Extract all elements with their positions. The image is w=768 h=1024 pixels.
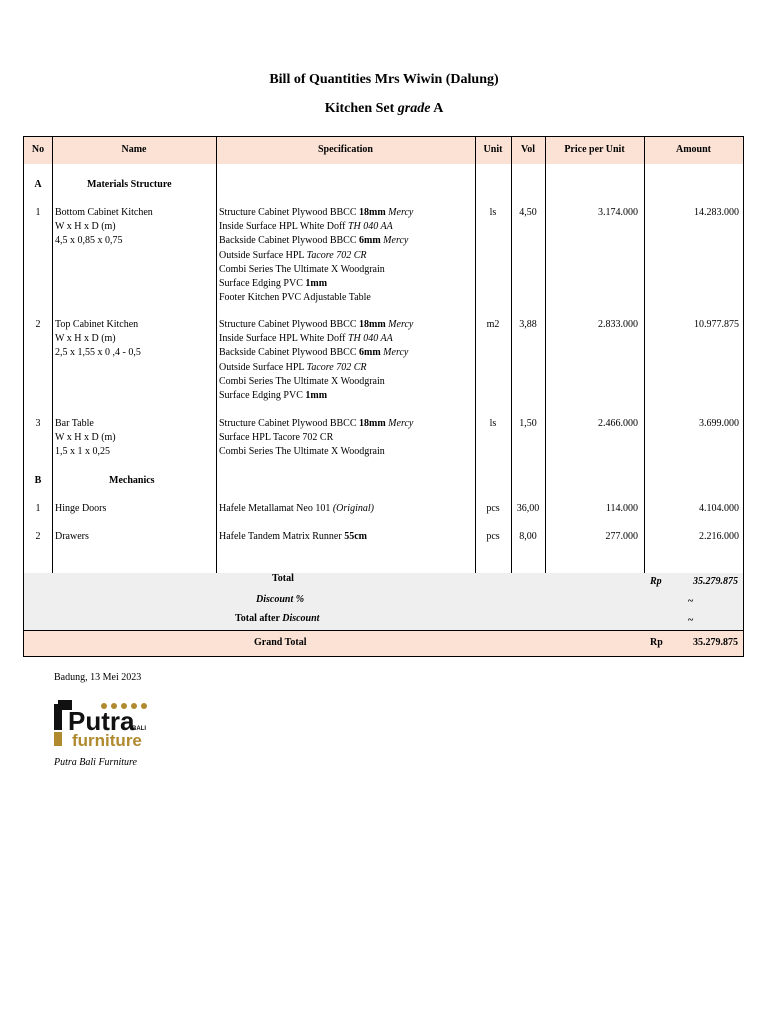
item-amount: 10.977.875: [694, 319, 739, 330]
item-no: 3: [35, 418, 41, 429]
spec-line: Surface Edging PVC 1mm: [219, 278, 328, 290]
spec-line: Outside Surface HPL Tacore 702 CR: [219, 249, 367, 261]
section-name: Materials Structure: [87, 179, 172, 190]
item-amount: 3.699.000: [699, 418, 739, 429]
item-vol: 36,00: [516, 503, 540, 514]
item-name: [55, 417, 116, 460]
item-spec: [219, 502, 374, 516]
spec-line: Hafele Metallamat Neo 101 (Original): [219, 503, 374, 514]
section-name: Mechanics: [109, 475, 155, 486]
item-spec: [219, 417, 413, 460]
spec-line: Structure Cabinet Plywood BBCC 18mm Mercy: [219, 418, 414, 429]
logo-text-bali: BALI: [132, 726, 146, 732]
spec-line: Combi Series The Ultimate X Woodgrain: [219, 375, 385, 387]
logo-mark-base: [54, 732, 62, 746]
item-name-line: 2,5 x 1,55 x 0 ,4 - 0,5: [55, 347, 141, 359]
grand-total-band: [24, 630, 743, 657]
item-name: [55, 530, 89, 544]
item-name-line: W x H x D (m): [55, 333, 116, 345]
spec-line: Combi Series The Ultimate X Woodgrain: [219, 263, 385, 275]
item-vol: 3,88: [519, 319, 537, 330]
document-subtitle: Kitchen Set grade A: [324, 101, 444, 116]
item-no: 2: [35, 531, 41, 542]
item-name-line: Top Cabinet Kitchen: [55, 319, 139, 330]
after-discount-label: Total after Discount: [235, 613, 320, 624]
header-spec: Specification: [318, 144, 373, 155]
header-name: Name: [121, 144, 147, 155]
item-vol: 8,00: [519, 531, 537, 542]
item-unit: pcs: [486, 503, 500, 514]
boq-table: [23, 136, 744, 657]
item-price: 277.000: [605, 531, 638, 542]
item-name-line: Bottom Cabinet Kitchen: [55, 207, 153, 218]
spec-line: Surface HPL Tacore 702 CR: [219, 432, 334, 444]
putra-bali-furniture-logo: [54, 698, 174, 750]
spec-line: Surface Edging PVC 1mm: [219, 390, 328, 402]
spec-line: Structure Cabinet Plywood BBCC 18mm Mercy: [219, 207, 414, 218]
discount-value: ~: [688, 596, 694, 607]
spec-line: Inside Surface HPL White Doff TH 040 AA: [219, 333, 393, 345]
document-title: Bill of Quantities Mrs Wiwin (Dalung): [269, 72, 499, 87]
spec-line: Backside Cabinet Plywood BBCC 6mm Mercy: [219, 347, 409, 359]
item-name-line: Hinge Doors: [55, 503, 107, 514]
section-no: A: [34, 179, 42, 190]
item-name: [55, 318, 141, 361]
signature-name: Putra Bali Furniture: [54, 757, 137, 768]
spec-line: Structure Cabinet Plywood BBCC 18mm Mercy: [219, 319, 414, 330]
item-price: 2.466.000: [598, 418, 638, 429]
item-no: 2: [35, 319, 41, 330]
item-name-line: 4,5 x 0,85 x 0,75: [55, 235, 123, 247]
item-amount: 2.216.000: [699, 531, 739, 542]
header-vol: Vol: [520, 144, 536, 155]
item-unit: ls: [489, 207, 497, 218]
item-name-line: Drawers: [55, 531, 89, 542]
logo-text-bottom: furniture: [72, 731, 142, 750]
header-unit: Unit: [483, 144, 503, 155]
item-name-line: 1,5 x 1 x 0,25: [55, 446, 110, 458]
item-spec: [219, 530, 367, 544]
grand-total-currency: Rp: [650, 637, 663, 648]
item-name: [55, 206, 153, 249]
item-price: 3.174.000: [598, 207, 638, 218]
item-vol: 4,50: [519, 207, 537, 218]
total-value: 35.279.875: [693, 576, 738, 587]
grand-total-label: Grand Total: [254, 637, 307, 648]
item-spec: [219, 206, 413, 305]
header-no: No: [31, 144, 45, 155]
item-amount: 4.104.000: [699, 503, 739, 514]
total-currency: Rp: [650, 576, 662, 587]
item-name: [55, 502, 106, 516]
item-vol: 1,50: [519, 418, 537, 429]
item-price: 2.833.000: [598, 319, 638, 330]
after-discount-value: ~: [688, 615, 694, 626]
item-unit: ls: [489, 418, 497, 429]
item-no: 1: [35, 207, 41, 218]
summary-band: [24, 573, 743, 630]
item-amount: 14.283.000: [694, 207, 739, 218]
item-price: 114.000: [605, 503, 638, 514]
spec-line: Outside Surface HPL Tacore 702 CR: [219, 361, 367, 373]
section-no: B: [34, 475, 42, 486]
spec-line: Footer Kitchen PVC Adjustable Table: [219, 292, 371, 304]
item-unit: m2: [486, 319, 500, 330]
item-no: 1: [35, 503, 41, 514]
spec-line: Hafele Tandem Matrix Runner 55cm: [219, 531, 367, 542]
item-name-line: Bar Table: [55, 418, 94, 429]
item-spec: [219, 318, 413, 403]
header-price: Price per Unit: [564, 144, 625, 155]
total-label: Total: [272, 573, 294, 584]
spec-line: Backside Cabinet Plywood BBCC 6mm Mercy: [219, 235, 409, 247]
header-amount: Amount: [675, 144, 711, 155]
spec-line: Combi Series The Ultimate X Woodgrain: [219, 446, 385, 458]
logo-text-top: Putra: [68, 706, 135, 736]
grand-total-value: 35.279.875: [693, 637, 738, 648]
discount-label: Discount %: [256, 594, 305, 605]
item-unit: pcs: [486, 531, 500, 542]
item-name-line: W x H x D (m): [55, 432, 116, 444]
item-name-line: W x H x D (m): [55, 221, 116, 233]
document-date: Badung, 13 Mei 2023: [54, 672, 142, 683]
spec-line: Inside Surface HPL White Doff TH 040 AA: [219, 221, 393, 233]
